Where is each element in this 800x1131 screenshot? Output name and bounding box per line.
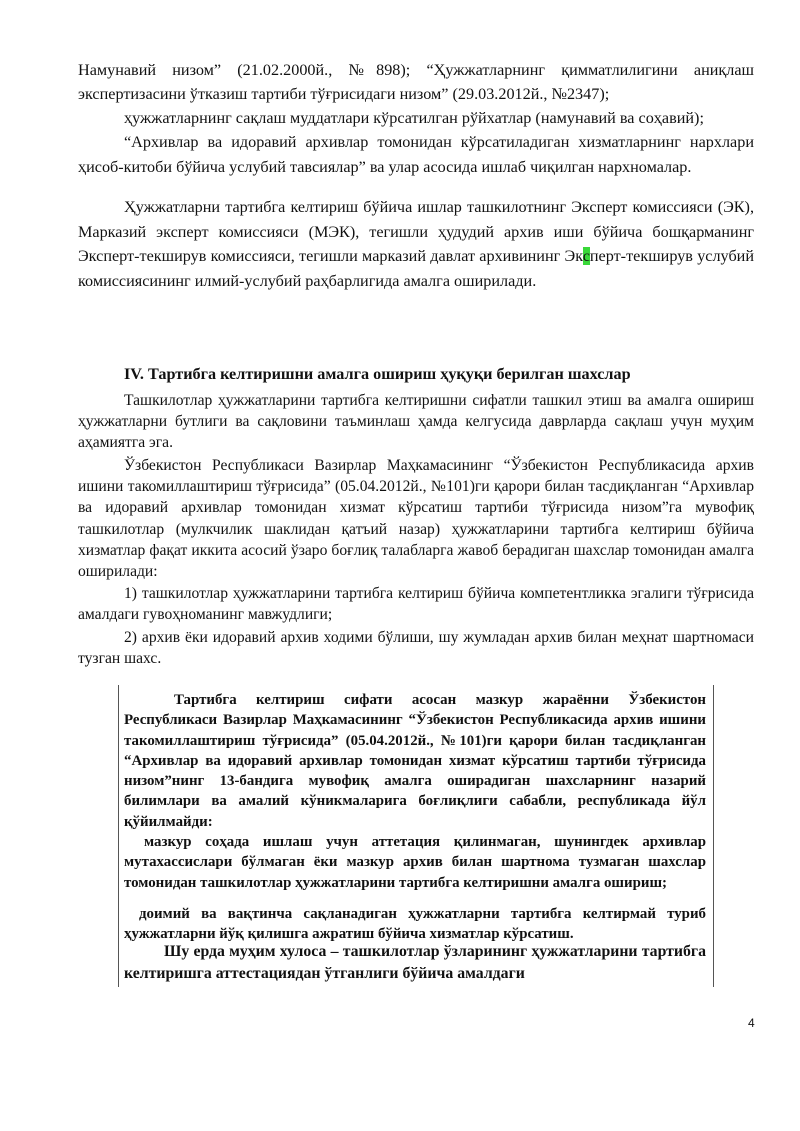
boxed-paragraph-quality: Тартибга келтириш сифати асосан мазкур жараённи Ўзбекистон Республикаси Вазирлар Маҳкамасининг “Ўзбекистон Республикасида архив ишини такомиллаштириш тўғрисида” (05.04.2012й., №101)ги қарори билан тасдиқланган “Архивлар ва идоравий архивлар томонидан хизмат кўрсатиш тартиби тўғрисида низом”нинг 13-бандига мувофиқ амалга оширадиган шахсларнинг назарий билимлари ва амалий кўникмаларига боғлиқлиги сабабли, республикада йўл қўйилмайди: [124, 692, 706, 830]
paragraph-organization-importance: Ташкилотлар ҳужжатларини тартибга келтиришни сифатли ташкил этиш ва амалга ошириш ҳужжатларни бутлиги ва сақловини таъминлаш ҳамда келгусида даврларда сақлаш учун муҳим аҳамиятга эга. [78, 392, 754, 452]
paragraph-pricing-recommendations: “Архивлар ва идоравий архивлар томонидан кўрсатиладиган хизматларнинг нархлари ҳисоб-китоби бўйича услубий тавсиялар” ва улар асосида ишлаб чиқилган нархномалар. [78, 133, 754, 176]
paragraph-expert-commission: Ҳужжатларни тартибга келтириш бўйича ишлар ташкилотнинг Эксперт комиссияси (ЭК), Марказий эксперт комиссияси (МЭК), тегишли ҳудудий архив иши бўйича бошқарманинг Эксперт-текширув комиссияси, тегишли марказий давлат архивининг Эксперт-текширув услубий комиссиясининг илмий-услубий раҳбарлигида амалга оширилади. [78, 198, 754, 290]
boxed-paragraph-conclusion: Шу ерда муҳим хулоса – ташкилотлар ўзларининг ҳужжатларини тартибга келтиришга аттестациядан ўтганлиги бўйича амалдаги [124, 943, 706, 982]
page-number: 4 [748, 1016, 755, 1030]
section-heading: IV. Тартибга келтиришни амалга ошириш ҳуқуқи берилган шахслар [124, 365, 631, 383]
text-cursor-highlight: с [582, 247, 590, 265]
boxed-paragraph-destruction: доимий ва вақтинча сақланадиган ҳужжатларни тартибга келтирмай туриб ҳужжатларни йўқ қилишга ажратиш бўйича хизматлар кўрсатиш. [124, 906, 706, 943]
boxed-paragraph-uncertified: мазкур соҳада ишлаш учун аттетация қилинмаган, шунингдек архивлар мутахассислари бўлмаган ёки мазкур архив билан шартнома тузмаган шахслар томонидан ташкилотлар ҳужжатларини тартибга келтиришни амалга ошириш; [124, 834, 706, 891]
list-item-requirement-2: 2) архив ёки идоравий архив ходими бўлиши, шу жумладан архив билан меҳнат шартномаси тузган шахс. [78, 629, 754, 668]
paragraph-storage-lists: ҳужжатларнинг сақлаш муддатлари кўрсатилган рўйхатлар (намунавий ва соҳавий); [124, 109, 704, 127]
paragraph-regulation-references: Намунавий низом” (21.02.2000й., №898); “Ҳужжатларнинг қимматлилигини аниқлаш экспертизасини ўтказиш тартиби тўғрисидаги низом” (29.03.2012й., №2347); [78, 61, 754, 103]
paragraph-cabinet-resolution: Ўзбекистон Республикаси Вазирлар Маҳкамасининг “Ўзбекистон Республикасида архив ишини такомиллаштириш тўғрисида” (05.04.2012й., №101)ги қарори билан тасдиқланган “Архивлар ва идоравий архивлар томонидан хизмат кўрсатиш тартиби тўғрисида низом”га мувофиқ ташкилотлар (мулкчилик шаклидан қатъий назар) ҳужжатларини тартибга келтириш бўйича хизматлар фақат иккита асосий ўзаро боғлиқ талабларга жавоб берадиган шахслар томонидан амалга оширилади: [78, 457, 754, 581]
list-item-requirement-1: 1) ташкилотлар ҳужжатларини тартибга келтириш бўйича компетентликка эгалиги тўғрисида амалдаги гувоҳноманинг мавжудлиги; [78, 585, 754, 624]
